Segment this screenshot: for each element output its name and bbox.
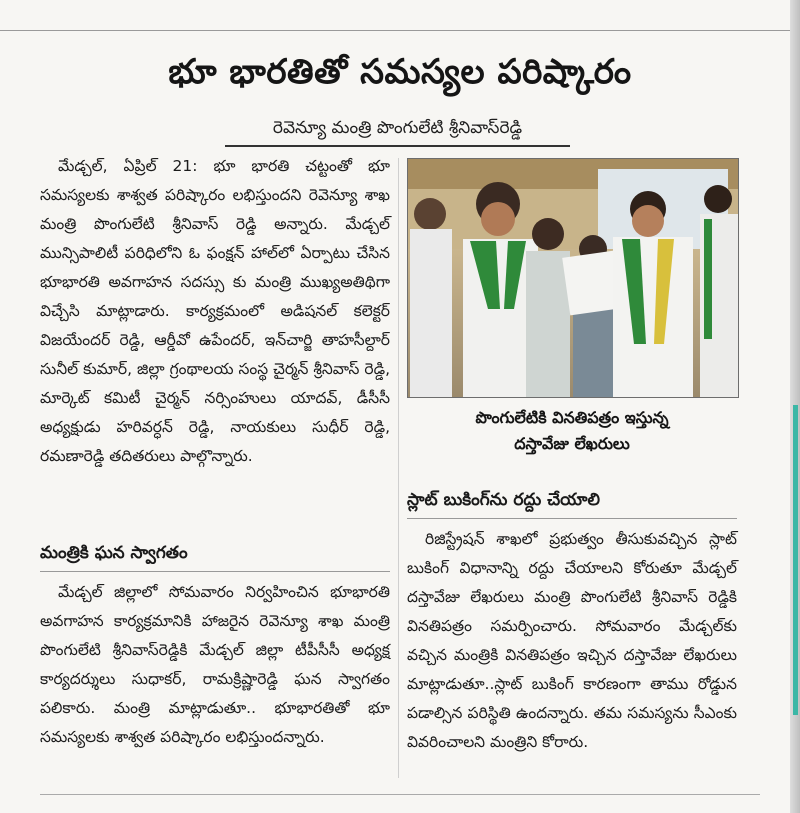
left-column: [40, 152, 390, 471]
article-headline: భూ భారతితో సమస్యల పరిష్కారం: [168, 52, 632, 92]
page-edge: [790, 0, 800, 813]
bottom-rule: [40, 794, 760, 795]
right-column: [407, 525, 737, 757]
subhead-welcome: [40, 543, 390, 572]
welcome-column: [40, 578, 390, 752]
article-byline: రెవెన్యూ మంత్రి పొంగులేటి శ్రీనివాస్‌రెడ్డి: [225, 118, 570, 147]
subhead-slot-booking-rule: [407, 518, 737, 519]
column-gutter: [398, 158, 399, 778]
lead-paragraph: మేడ్చల్, ఏప్రిల్ 21: భూ భారతి చట్టంతో భూ సమస్యలకు శాశ్వత పరిష్కారం లభిస్తుందని రెవెన్యూ శాఖ మంత్రి పొంగులేటి శ్రీనివాస్ రెడ్డి అన్నారు. మేడ్చల్ మున్సిపాలిటీ పరిధిలోని ఓ ఫంక్షన్ హాల్‌లో ఏర్పాటు చేసిన భూభారతి అవగాహన సదస్సు కు మంత్రి ముఖ్యఅతిథిగా విచ్చేసి మాట్లాడారు. కార్యక్రమంలో అడిషనల్ కలెక్టర్ విజయేందర్ రెడ్డి, ఆర్డీవో ఉపేందర్, ఇన్‌చార్జి తాహసీల్దార్ సునీల్ కుమార్, జిల్లా గ్రంథాలయ సంస్థ చైర్మన్ శ్రీనివాస్ రెడ్డి, మార్కెట్ కమిటీ చైర్మన్ నర్సింహులు యాదవ్, డీసీసీ అధ్యక్షుడు హరివర్ధన్ రెడ్డి, నాయకులు సుధీర్ రెడ్డి, రమణారెడ్డి తదితరులు పాల్గొన్నారు.: [40, 157, 390, 465]
slot-booking-paragraph: రిజిస్ట్రేషన్ శాఖలో ప్రభుత్వం తీసుకువచ్చిన స్లాట్ బుకింగ్ విధానాన్ని రద్దు చేయాలని కోరుతూ మేడ్చల్ దస్తావేజు లేఖరులు మంత్రి పొంగులేటి శ్రీనివాస్ రెడ్డికి వినతిపత్రం సమర్పించారు. సోమవారం మేడ్చల్‌కు వచ్చిన మంత్రికి వినతిపత్రం ఇచ్చిన దస్తావేజు లేఖరులు మాట్లాడుతూ..స్లాట్ బుకింగ్ కారణంగా తాము రోడ్డున పడాల్సిన పరిస్థితి ఉందన్నారు. తమ సమస్యను సీఎంకు వివరించాలని మంత్రిని కోరారు.: [407, 530, 737, 751]
news-photo: [407, 158, 739, 398]
photo-caption-line-2: దస్తావేజు లేఖరులు: [514, 434, 630, 453]
subhead-welcome-text: మంత్రికి ఘన స్వాగతం: [40, 543, 188, 563]
photo-illustration: [408, 159, 738, 397]
edge-accent-bar: [793, 405, 798, 715]
welcome-paragraph: మేడ్చల్ జిల్లాలో సోమవారం నిర్వహించిన భూభారతి అవగాహన కార్యక్రమానికి హాజరైన రెవెన్యూ శాఖ మంత్రి పొంగులేటి శ్రీనివాస్‌రెడ్డికి మేడ్చల్ జిల్లా టీపీసీసీ అధ్యక్ష కార్యదర్శులు సుధాకర్, రామక్రిష్ణారెడ్డి ఘన స్వాగతం పలికారు. మంత్రి మాట్లాడుతూ.. భూభారతితో భూ సమస్యలకు శాశ్వత పరిష్కారం లభిస్తుందన్నారు.: [40, 583, 390, 746]
photo-caption: [407, 405, 737, 457]
subhead-slot-booking: [407, 490, 737, 519]
subhead-slot-booking-text: స్లాట్ బుకింగ్‌ను రద్దు చేయాలి: [407, 490, 600, 510]
photo-caption-line-1: పొంగులేటికి వినతిపత్రం ఇస్తున్న: [475, 408, 669, 427]
previous-article-clipped-strip: [0, 0, 800, 31]
subhead-welcome-rule: [40, 571, 390, 572]
